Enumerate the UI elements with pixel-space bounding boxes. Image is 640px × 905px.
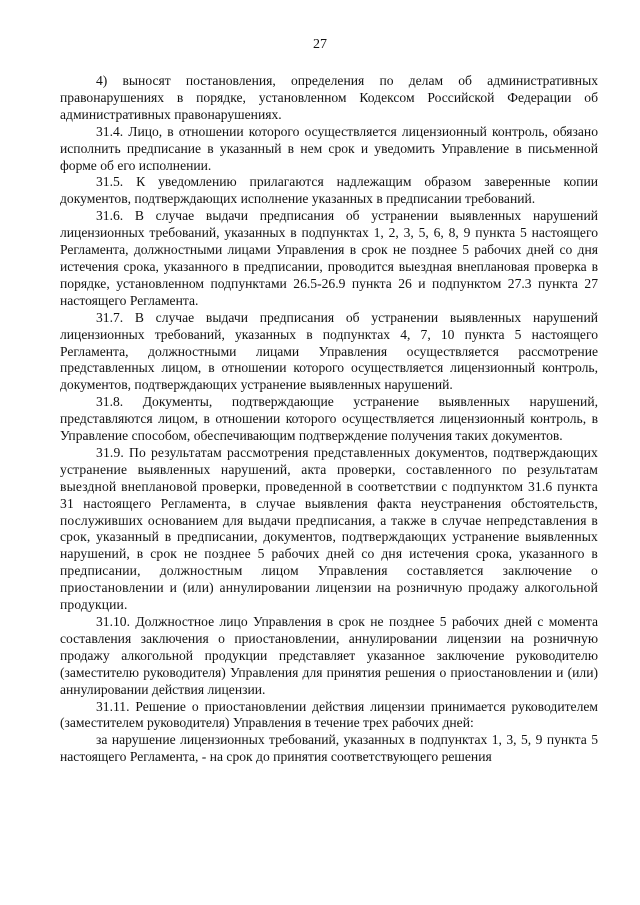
paragraph-31-10: 31.10. Должностное лицо Управления в срок не позднее 5 рабочих дней с момента составления заключения о приостановлении, аннулировании лицензии на розничную продажу алкогольной продукции представляет указанное заключение руководителю (заместителю руководителя) Управления для принятия решения о приостановлении и (или) аннулировании действия лицензии. [60, 614, 598, 697]
paragraph-31-4: 31.4. Лицо, в отношении которого осуществляется лицензионный контроль, обязано исполнить предписание в указанный в нем срок и уведомить Управление в письменной форме об его исполнении. [60, 123, 598, 173]
paragraph-31-6: 31.6. В случае выдачи предписания об устранении выявленных нарушений лицензионных требований, указанных в подпунктах 1, 2, 3, 5, 6, 8, 9 пункта 5 настоящего Регламента, должностными лицами Управления в срок не позднее 5 рабочих дней со дня истечения срока, указанного в предписании, проводится выездная внеплановая проверка в порядке, установленном подпунктами 26.5-26.9 пункта 26 и подпунктом 27.3 пункта 27 настоящего Регламента. [60, 208, 598, 308]
paragraph-license-violation: за нарушение лицензионных требований, указанных в подпунктах 1, 3, 5, 9 пункта 5 настоящего Регламента, - на срок до принятия соответствующего решения [60, 732, 598, 765]
paragraph-31-7: 31.7. В случае выдачи предписания об устранении выявленных нарушений лицензионных требований, указанных в подпунктах 4, 7, 10 пункта 5 настоящего Регламента, должностными лицами Управления осуществляется рассмотрение представленных лицом, в отношении которого осуществляется лицензионный контроль, документов, подтверждающих устранение выявленных нарушений. [60, 309, 598, 393]
paragraph-4-decisions: 4) выносят постановления, определения по делам об административных правонарушениях в порядке, установленном Кодексом Российской Федерации об административных правонарушениях. [60, 73, 598, 122]
page-number: 27 [313, 37, 327, 52]
paragraph-31-5: 31.5. К уведомлению прилагаются надлежащим образом заверенные копии документов, подтверждающих исполнение указанных в предписании требований. [60, 174, 598, 207]
paragraph-31-11: 31.11. Решение о приостановлении действия лицензии принимается руководителем (заместителем руководителя) Управления в течение трех рабочих дней: [60, 698, 598, 731]
document-body [60, 73, 598, 766]
paragraph-31-8: 31.8. Документы, подтверждающие устранение выявленных нарушений, представляются лицом, в отношении которого осуществляется лицензионный контроль, в Управление способом, обеспечивающим подтверждение получения таких документов. [60, 394, 598, 444]
paragraph-31-9: 31.9. По результатам рассмотрения представленных документов, подтверждающих устранение выявленных нарушений, акта проверки, составленного по результатам выездной внеплановой проверки, проведенной в соответствии с подпунктом 31.6 пункта 31 настоящего Регламента, в случае выявления факта неустранения обстоятельств, послуживших основанием для выдачи предписания, а также в случае непредставления в срок, указанный в предписании, документов, подтверждающих устранение выявленных нарушений, в срок не позднее 5 рабочих дней со дня истечения срока, указанного в предписании, должностным лицом Управления составляется заключение о приостановлении и (или) аннулировании лицензии на розничную продажу алкогольной продукции. [60, 444, 598, 613]
